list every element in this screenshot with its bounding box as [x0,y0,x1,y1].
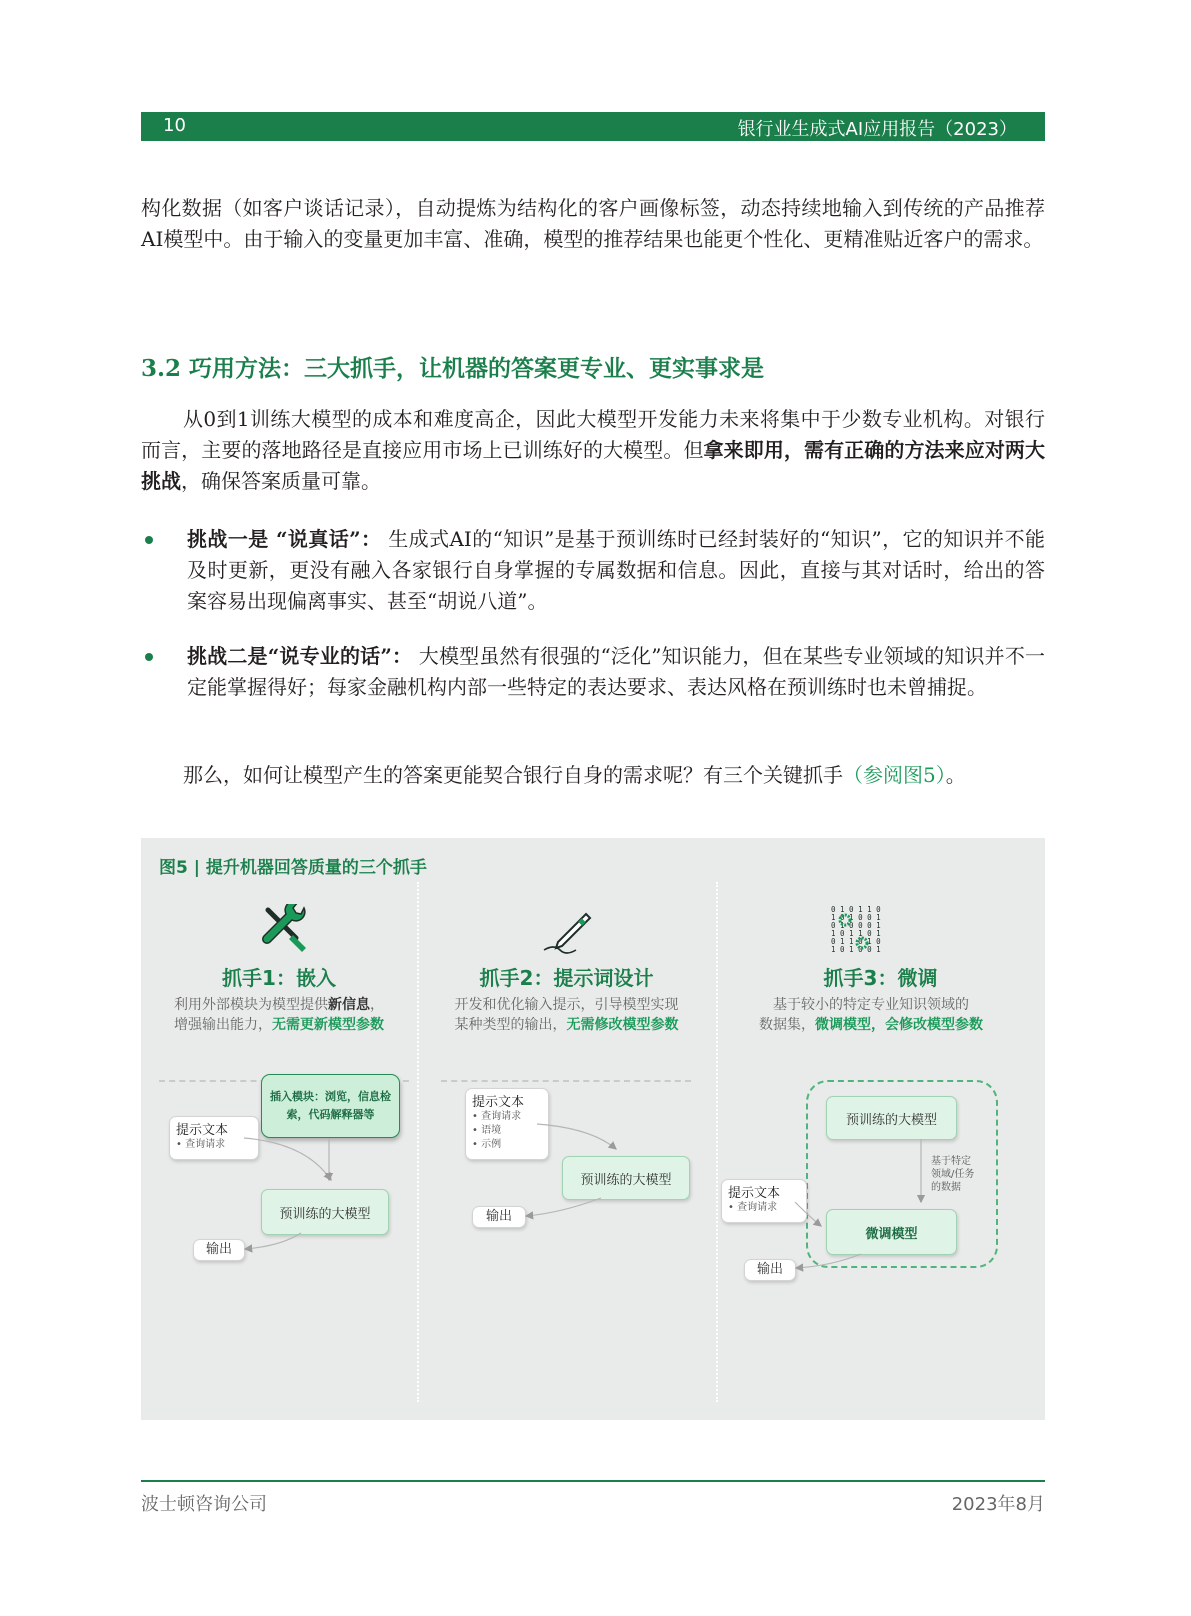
prompt-item: • 示例 [472,1139,502,1150]
running-header [141,112,1045,141]
desc-highlight: 无需修改模型参数 [566,1017,679,1033]
finetuned-model-box: 微调模型 [826,1209,957,1255]
figure-5 [141,838,1045,1420]
pretrained-model-box: 预训练的大模型 [562,1156,690,1200]
prompt-item: • 查询请求 [472,1111,522,1122]
prompt-item: • 查询请求 [728,1202,778,1213]
output-box: 输出 [193,1239,245,1261]
prompt-title: 提示文本 [472,1095,525,1110]
desc-highlight: 微调模型，会修改模型参数 [815,1017,983,1033]
bullet-label: 挑战一是 “说真话”： [187,527,382,551]
bullet-text: 生成式AI的“知识”是基于预训练时已经封装好的“知识”，它的知识并不能及时更新，更没有融入各家银行自身掌握的专属数据和信息。因此，直接与其对话时，给出的答案容易出现偏离事实、甚至“胡说八道”。 [187,527,1045,613]
prompt-title: 提示文本 [176,1123,229,1138]
footer-divider [141,1480,1045,1482]
bullet-challenge-1 [141,524,1045,617]
output-box: 输出 [744,1259,796,1281]
column-1-heading: 抓手1：嵌入 [222,966,336,990]
closing-paragraph [141,760,1045,791]
paragraph-tail: ，确保答案质量可靠。 [181,469,381,493]
intro-paragraph: 构化数据（如客户谈话记录），自动提炼为结构化的客户画像标签，动态持续地输入到传统的产品推荐AI模型中。由于输入的变量更加丰富、准确，模型的推荐结果也能更个性化、更精准贴近客户的需求。 [141,196,1045,251]
desc-highlight: 无需更新模型参数 [272,1017,384,1033]
desc-bold: 新信息 [328,997,370,1013]
flow-arrows [141,838,1045,1420]
page-number: 10 [163,115,186,136]
desc-text: 某种类型的输出， [454,1017,567,1033]
arrow-finetune-to-output [796,1254,861,1268]
bullet-challenge-2 [141,641,1045,703]
arrow-prompt-to-model [537,1124,616,1149]
bullet-dot-icon [145,653,153,661]
closing-end: 。 [945,763,966,787]
arrow-model-to-output [526,1198,601,1216]
prompt-item: • 查询请求 [176,1139,226,1150]
pretrained-model-box: 预训练的大模型 [261,1189,389,1235]
paragraph-emphasis: 拿来即用，需有正确的方法来应对两大挑战 [141,438,1046,493]
arrow-prompt-to-model [244,1138,331,1180]
figure-title: 图5 | 提升机器回答质量的三个抓手 [159,858,427,878]
desc-text: 基于较小的特定专业知识领域的 [773,997,969,1013]
section-paragraph [141,404,1045,497]
pretrained-model-box: 预训练的大模型 [826,1096,957,1140]
desc-text: 数据集， [759,1017,815,1033]
report-title: 银行业生成式AI应用报告（2023） [737,119,1017,140]
prompt-item: • 语境 [472,1125,502,1136]
desc-text: 增强输出能力， [174,1017,272,1033]
arrow-prompt-to-finetune [795,1202,821,1226]
footer-date: 2023年8月 [951,1494,1045,1515]
output-box: 输出 [472,1206,526,1228]
figure-reference-link[interactable]: （参阅图5） [843,763,946,787]
plugin-module-box: 插入模块：浏览，信息检索，代码解释器等 [261,1074,400,1138]
closing-text: 那么，如何让模型产生的答案更能契合银行自身的需求呢？有三个关键抓手 [183,763,843,787]
paragraph-text: 从0到1训练大模型的成本和难度高企，因此大模型开发能力未来将集中于少数专业机构。对银行而言，主要的落地路径是直接应用市场上已训练好的大模型。但 [141,407,1045,462]
binary-gear-icon: 0 1 0 1 1 0 1 0 1 0 0 1 0 1 0 0 0 1 1 0 1 1 0 1 0 1 1 0 1 0 1 0 1 0 0 1 [831,905,881,954]
bullet-label: 挑战二是“说专业的话”： [187,644,413,668]
bullet-text: 大模型虽然有很强的“泛化”知识能力，但在某些专业领域的知识并不一定能掌握得好；每家金融机构内部一些特定的表达要求、表达风格在预训练时也未曾捕捉。 [187,644,1045,699]
desc-text: ， [370,997,384,1013]
footer-company: 波士顿咨询公司 [141,1494,267,1515]
desc-text: 利用外部模块为模型提供 [174,997,328,1013]
prompt-title: 提示文本 [728,1186,781,1201]
desc-text: 开发和优化输入提示，引导模型实现 [454,997,679,1013]
domain-data-note: 基于特定 领域/任务 的数据 [931,1156,975,1193]
bullet-dot-icon [145,536,153,544]
column-2-heading: 抓手2：提示词设计 [479,966,654,990]
arrow-model-to-output [245,1233,301,1249]
column-3-heading: 抓手3：微调 [823,966,938,990]
section-heading: 3.2 巧用方法：三大抓手，让机器的答案更专业、更实事求是 [141,355,765,382]
